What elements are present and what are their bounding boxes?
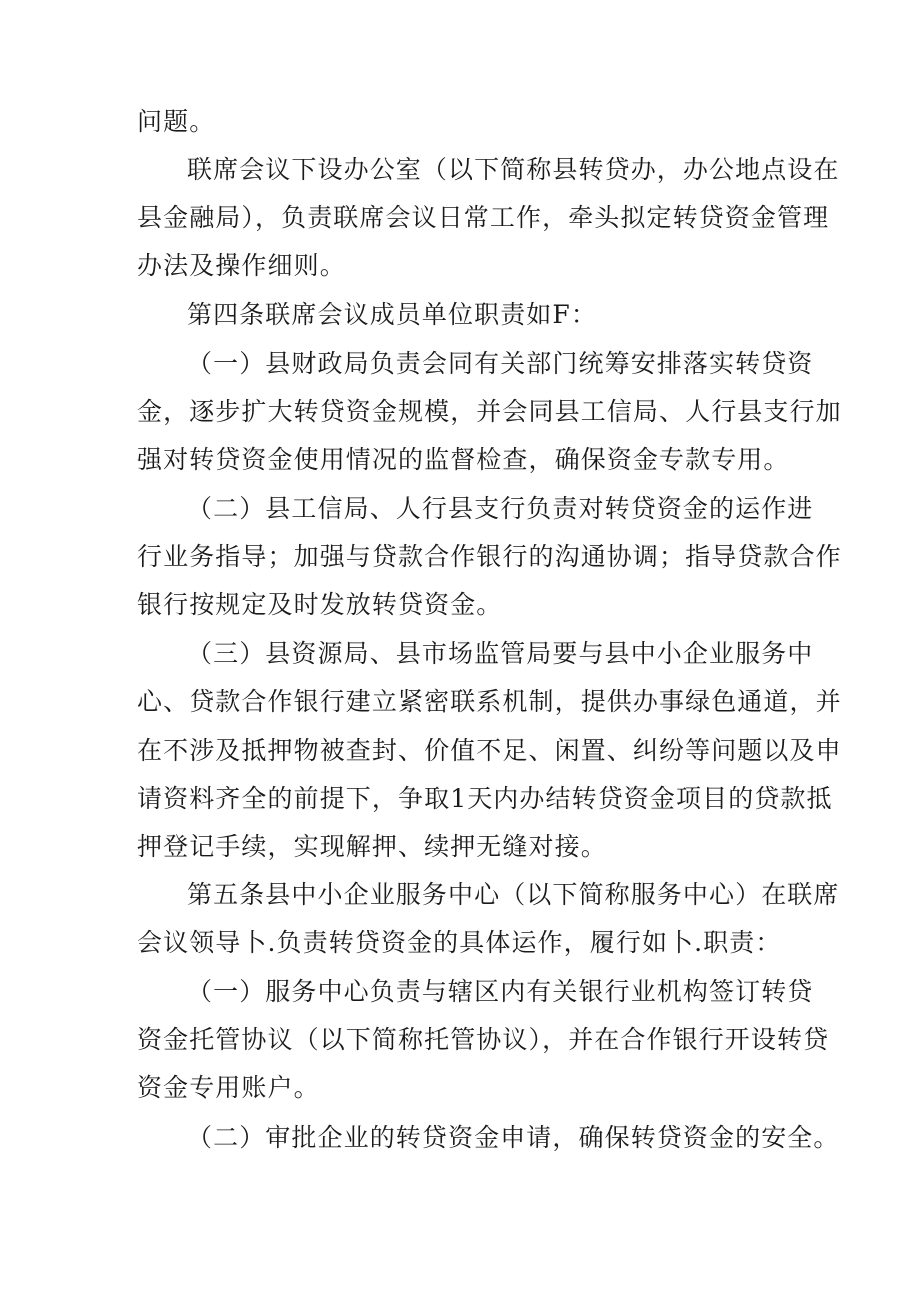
text-line: 第五条县中小企业服务中心（以下简称服务中心）在联席	[187, 880, 840, 909]
text-line: 强对转贷资金使用情况的监督检查，确保资金专款专用。	[137, 445, 790, 474]
text-line: （一）县财政局负责会同有关部门统筹安排落实转贷资	[187, 349, 814, 378]
text-line: 银行按规定及时发放转贷资金。	[137, 590, 503, 619]
text-line: 办法及操作细则。	[137, 251, 346, 280]
text-line: 资金专用账户。	[137, 1073, 320, 1102]
text-line: （三）县资源局、县市场监管局要与县中小企业服务中	[187, 639, 814, 668]
text-line: 请资料齐全的前提下，争取1天内办结转贷资金项目的贷款抵	[137, 784, 833, 813]
text-line: 行业务指导；加强与贷款合作银行的沟通协调；指导贷款合作	[137, 542, 842, 571]
text-line: （一）服务中心负责与辖区内有关银行业机构签订转贷	[187, 977, 814, 1006]
text-line: 押登记手续，实现解押、续押无缝对接。	[137, 832, 607, 861]
text-line: （二）县工信局、人行县支行负责对转贷资金的运作进	[187, 494, 814, 523]
text-line: 资金托管协议（以下简称托管协议），并在合作银行开设转贷	[137, 1025, 830, 1054]
text-line: 联席会议下设办公室（以下简称县转贷办，办公地点设在	[187, 155, 840, 184]
text-line: 心、贷款合作银行建立紧密联系机制，提供办事绿色通道，并	[137, 687, 842, 716]
text-line: 第四条联席会议成员单位职责如F：	[187, 300, 597, 329]
text-line: 问题。	[137, 107, 216, 136]
text-line: 会议领导卜.负责转贷资金的具体运作，履行如卜.职责：	[137, 928, 782, 957]
text-line: 金，逐步扩大转贷资金规模，并会同县工信局、人行县支行加	[137, 397, 842, 426]
text-line: 在不涉及抵押物被查封、价值不足、闲置、纠纷等问题以及申	[137, 736, 842, 765]
text-line: （二）审批企业的转贷资金申请，确保转贷资金的安全。	[187, 1123, 840, 1152]
text-line: 县金融局），负责联席会议日常工作，牵头拟定转贷资金管理	[137, 203, 830, 232]
